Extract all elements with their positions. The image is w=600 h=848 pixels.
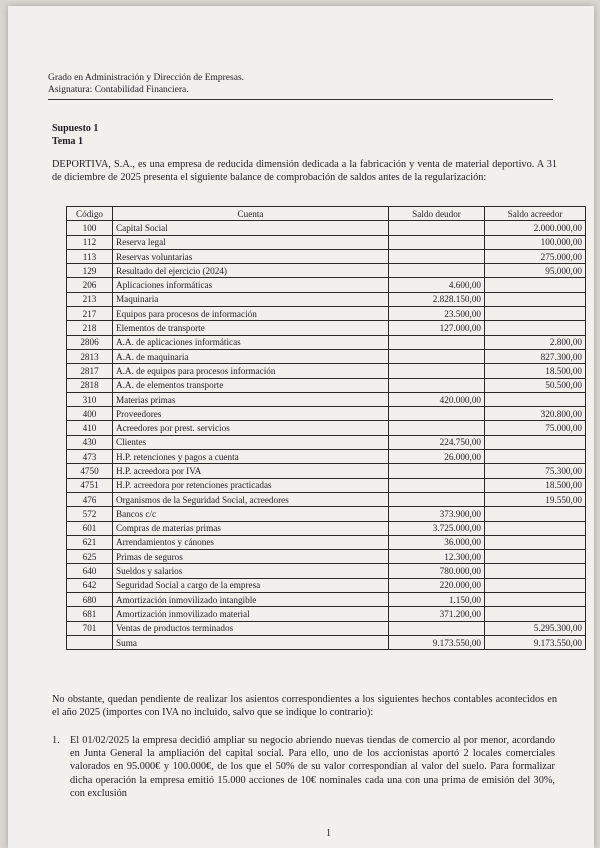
- row-credit: 827.300,00: [485, 349, 586, 363]
- row-credit: [485, 593, 586, 607]
- row-debit: 1.150,00: [389, 593, 485, 607]
- row-account: Seguridad Social a cargo de la empresa: [113, 578, 389, 592]
- row-account: H.P. acreedora por IVA: [113, 464, 389, 478]
- row-credit: 320.800,00: [485, 407, 586, 421]
- header-divider: [48, 99, 553, 100]
- trial-balance-table: [66, 206, 586, 650]
- row-code: 473: [67, 450, 113, 464]
- row-code: 100: [67, 221, 113, 235]
- total-code-cell: [67, 635, 113, 649]
- table-row: [67, 335, 586, 349]
- row-account: Equipos para procesos de información: [113, 307, 389, 321]
- intro-paragraph: DEPORTIVA, S.A., es una empresa de reducida dimensión dedicada a la fabricación y venta de material deportivo. A 31 de diciembre de 2025 presenta el siguiente balance de comprobación de saldos antes de la regularización:: [52, 159, 557, 183]
- row-credit: 75.300,00: [485, 464, 586, 478]
- table-row: [67, 507, 586, 521]
- row-account: Amortización inmovilizado material: [113, 607, 389, 621]
- row-account: Compras de materias primas: [113, 521, 389, 535]
- degree-line: Grado en Administración y Dirección de Empresas.: [48, 73, 245, 83]
- row-account: A.A. de aplicaciones informáticas: [113, 335, 389, 349]
- row-credit: [485, 321, 586, 335]
- table-row: [67, 450, 586, 464]
- document-page: [8, 6, 594, 848]
- exercise-heading: [52, 122, 98, 148]
- row-credit: 2.000.000,00: [485, 221, 586, 235]
- row-credit: 50.500,00: [485, 378, 586, 392]
- row-credit: 18.500,00: [485, 364, 586, 378]
- table-row: [67, 464, 586, 478]
- table-row: [67, 392, 586, 406]
- row-debit: 127.000,00: [389, 321, 485, 335]
- table-row: [67, 478, 586, 492]
- row-account: Proveedores: [113, 407, 389, 421]
- header-code: Código: [67, 207, 113, 221]
- row-credit: 18.500,00: [485, 478, 586, 492]
- row-credit: 5.295.300,00: [485, 621, 586, 635]
- row-debit: [389, 478, 485, 492]
- pending-entries-paragraph: No obstante, quedan pendiente de realizar los asientos correspondientes a los siguientes hechos contables acontecidos en el año 2025 (importes con IVA no incluido, salvo que se indique lo contrario):: [52, 694, 557, 718]
- row-credit: [485, 578, 586, 592]
- header-debit: Saldo deudor: [389, 207, 485, 221]
- table-total-row: [67, 635, 586, 649]
- row-debit: 373.900,00: [389, 507, 485, 521]
- row-credit: 100.000,00: [485, 235, 586, 249]
- row-code: 701: [67, 621, 113, 635]
- table-row: [67, 221, 586, 235]
- row-debit: [389, 249, 485, 263]
- row-credit: 75.000,00: [485, 421, 586, 435]
- row-debit: [389, 221, 485, 235]
- row-credit: [485, 307, 586, 321]
- row-account: Maquinaria: [113, 292, 389, 306]
- table-row: [67, 278, 586, 292]
- row-credit: [485, 550, 586, 564]
- row-credit: 2.800,00: [485, 335, 586, 349]
- row-debit: 780.000,00: [389, 564, 485, 578]
- table-row: [67, 249, 586, 263]
- row-code: 217: [67, 307, 113, 321]
- row-debit: [389, 421, 485, 435]
- row-code: 206: [67, 278, 113, 292]
- row-credit: [485, 607, 586, 621]
- table-row: [67, 521, 586, 535]
- row-code: 129: [67, 264, 113, 278]
- row-debit: [389, 235, 485, 249]
- row-credit: [485, 507, 586, 521]
- row-debit: 371.200,00: [389, 607, 485, 621]
- row-code: 400: [67, 407, 113, 421]
- table-row: [67, 621, 586, 635]
- row-code: 410: [67, 421, 113, 435]
- row-debit: [389, 364, 485, 378]
- row-account: Capital Social: [113, 221, 389, 235]
- row-debit: [389, 264, 485, 278]
- row-code: 213: [67, 292, 113, 306]
- row-debit: 3.725.000,00: [389, 521, 485, 535]
- row-code: 4750: [67, 464, 113, 478]
- table-row: [67, 607, 586, 621]
- row-account: A.A. de equipos para procesos información: [113, 364, 389, 378]
- row-debit: 2.828.150,00: [389, 292, 485, 306]
- row-account: H.P. retenciones y pagos a cuenta: [113, 450, 389, 464]
- table-row: [67, 578, 586, 592]
- table-row: [67, 378, 586, 392]
- row-account: Primas de seguros: [113, 550, 389, 564]
- row-code: 680: [67, 593, 113, 607]
- row-code: 4751: [67, 478, 113, 492]
- row-debit: 12.300,00: [389, 550, 485, 564]
- row-account: Aplicaciones informáticas: [113, 278, 389, 292]
- row-credit: 95.000,00: [485, 264, 586, 278]
- table-row: [67, 292, 586, 306]
- subject-line: Asignatura: Contabilidad Financiera.: [48, 85, 189, 95]
- row-account: Elementos de transporte: [113, 321, 389, 335]
- row-credit: [485, 278, 586, 292]
- table-row: [67, 435, 586, 449]
- table-header-row: [67, 207, 586, 221]
- row-code: 2806: [67, 335, 113, 349]
- table-row: [67, 235, 586, 249]
- row-account: A.A. de elementos transporte: [113, 378, 389, 392]
- row-account: Bancos c/c: [113, 507, 389, 521]
- row-code: 310: [67, 392, 113, 406]
- total-credit: 9.173.550,00: [485, 635, 586, 649]
- row-code: 2818: [67, 378, 113, 392]
- row-account: Clientes: [113, 435, 389, 449]
- row-account: Resultado del ejercicio (2024): [113, 264, 389, 278]
- row-debit: [389, 407, 485, 421]
- row-debit: [389, 621, 485, 635]
- row-account: Reserva legal: [113, 235, 389, 249]
- row-code: 642: [67, 578, 113, 592]
- page-number: 1: [326, 828, 331, 839]
- row-debit: 224.750,00: [389, 435, 485, 449]
- table-row: [67, 307, 586, 321]
- row-account: Materias primas: [113, 392, 389, 406]
- table-row: [67, 364, 586, 378]
- row-credit: [485, 521, 586, 535]
- header-credit: Saldo acreedor: [485, 207, 586, 221]
- list-item-text: El 01/02/2025 la empresa decidió ampliar su negocio abriendo nuevas tiendas de comercio al por menor, acordando en Junta General la ampliación del capital social. Para ello, uno de los accionistas aportó 2 locales comerciales valorados en 95.000€ y 100.000€, de los que el 50% de su valor correspondían al valor del suelo. Para formalizar dicha operación la empresa emitió 15.000 acciones de 10€ nominales cada una con una prima de emisión del 30%, con exclusión: [70, 735, 555, 799]
- row-account: Amortización inmovilizado intangible: [113, 593, 389, 607]
- table-row: [67, 407, 586, 421]
- row-code: 218: [67, 321, 113, 335]
- row-credit: [485, 535, 586, 549]
- row-code: 476: [67, 492, 113, 506]
- table-row: [67, 564, 586, 578]
- table-row: [67, 535, 586, 549]
- table-row: [67, 321, 586, 335]
- row-debit: 36.000,00: [389, 535, 485, 549]
- row-code: 2817: [67, 364, 113, 378]
- total-label: Suma: [113, 635, 389, 649]
- row-credit: [485, 292, 586, 306]
- row-account: A.A. de maquinaria: [113, 349, 389, 363]
- table-row: [67, 264, 586, 278]
- row-credit: [485, 435, 586, 449]
- row-account: Sueldos y salarios: [113, 564, 389, 578]
- row-debit: 4.600,00: [389, 278, 485, 292]
- row-code: 601: [67, 521, 113, 535]
- row-account: Acreedores por prest. servicios: [113, 421, 389, 435]
- list-item: [52, 734, 555, 800]
- row-code: 621: [67, 535, 113, 549]
- row-debit: [389, 464, 485, 478]
- row-credit: [485, 392, 586, 406]
- row-debit: [389, 492, 485, 506]
- row-code: 640: [67, 564, 113, 578]
- row-code: 113: [67, 249, 113, 263]
- row-account: Arrendamientos y cánones: [113, 535, 389, 549]
- row-debit: [389, 349, 485, 363]
- row-debit: 220.000,00: [389, 578, 485, 592]
- total-debit: 9.173.550,00: [389, 635, 485, 649]
- list-item-number: 1.: [52, 735, 60, 746]
- row-code: 112: [67, 235, 113, 249]
- row-credit: [485, 450, 586, 464]
- row-account: Reservas voluntarias: [113, 249, 389, 263]
- row-account: Organismos de la Seguridad Social, acreedores: [113, 492, 389, 506]
- row-code: 2813: [67, 349, 113, 363]
- row-credit: 19.550,00: [485, 492, 586, 506]
- tema-label: Tema 1: [52, 136, 84, 147]
- table-row: [67, 593, 586, 607]
- row-account: Ventas de productos terminados: [113, 621, 389, 635]
- row-credit: 275.000,00: [485, 249, 586, 263]
- row-debit: [389, 335, 485, 349]
- table-body: [67, 221, 586, 636]
- table-row: [67, 492, 586, 506]
- row-debit: 23.500,00: [389, 307, 485, 321]
- row-debit: [389, 378, 485, 392]
- supuesto-label: Supuesto 1: [52, 123, 99, 134]
- row-credit: [485, 564, 586, 578]
- header-account: Cuenta: [113, 207, 389, 221]
- row-account: H.P. acreedora por retenciones practicadas: [113, 478, 389, 492]
- row-debit: 420.000,00: [389, 392, 485, 406]
- row-code: 625: [67, 550, 113, 564]
- table-row: [67, 349, 586, 363]
- document-header: [48, 72, 244, 96]
- row-code: 430: [67, 435, 113, 449]
- row-code: 572: [67, 507, 113, 521]
- row-debit: 26.000,00: [389, 450, 485, 464]
- table-row: [67, 550, 586, 564]
- row-code: 681: [67, 607, 113, 621]
- table-row: [67, 421, 586, 435]
